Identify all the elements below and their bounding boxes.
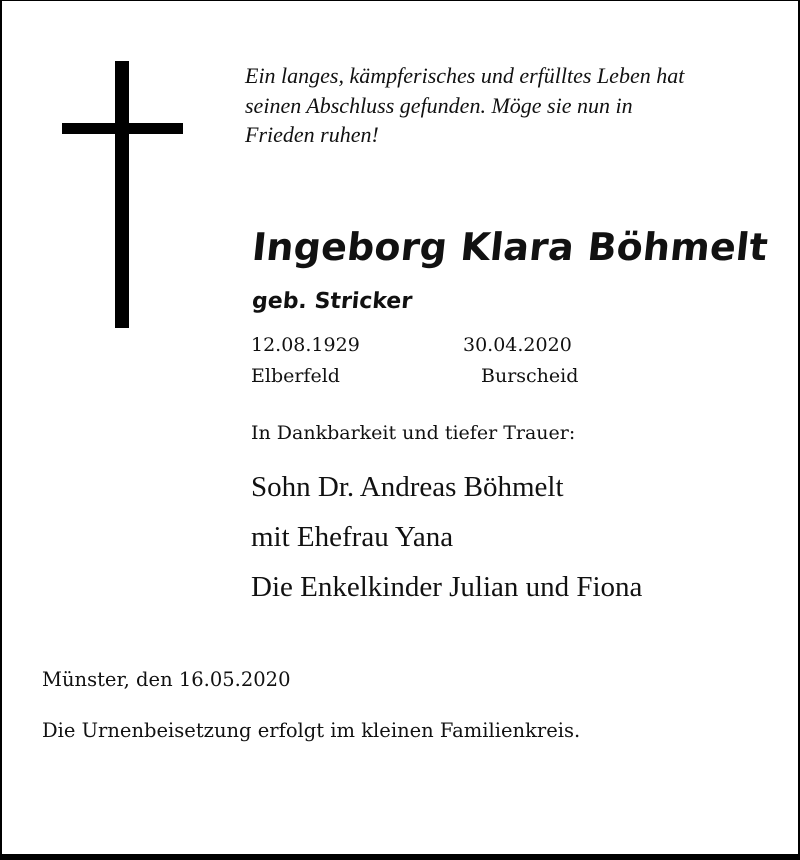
death-place: Burscheid (481, 365, 579, 387)
death-date: 30.04.2020 (463, 334, 572, 356)
quote-line: Frieden ruhen! (245, 122, 379, 147)
deceased-name: Ingeborg Klara Böhmelt (250, 225, 771, 269)
mourner-line: mit Ehefrau Yana (251, 521, 454, 553)
memorial-quote (245, 61, 785, 150)
cross-vertical-bar (115, 61, 129, 328)
mourner-line: Die Enkelkinder Julian und Fiona (251, 571, 643, 603)
mourner-line: Sohn Dr. Andreas Böhmelt (251, 471, 564, 503)
birth-place: Elberfeld (251, 365, 340, 387)
cross-horizontal-bar (62, 123, 183, 134)
mourners-intro: In Dankbarkeit und tiefer Trauer: (251, 422, 576, 444)
quote-line: Ein langes, kämpferisches und erfülltes Leben hat (245, 63, 685, 88)
maiden-name: geb. Stricker (251, 289, 414, 314)
birth-date: 12.08.1929 (251, 334, 360, 356)
place-and-date: Münster, den 16.05.2020 (42, 668, 291, 691)
burial-note: Die Urnenbeisetzung erfolgt im kleinen Familienkreis. (42, 719, 581, 742)
quote-line: seinen Abschluss gefunden. Möge sie nun in (245, 92, 633, 118)
